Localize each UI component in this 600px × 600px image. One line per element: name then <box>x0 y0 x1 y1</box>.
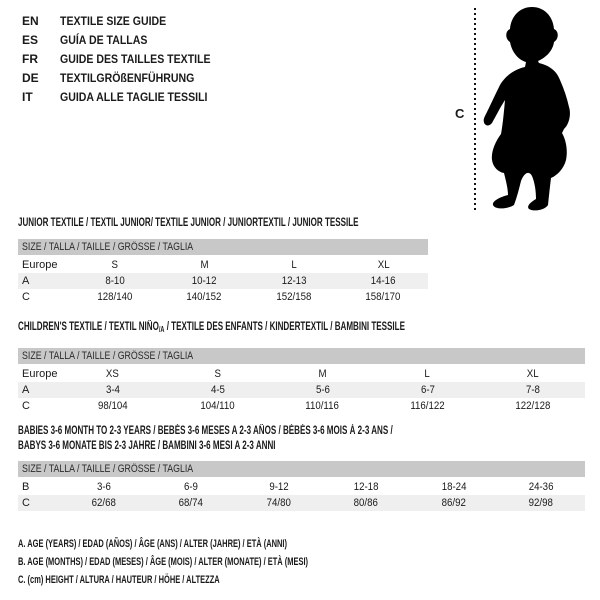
table-cell: 9-12 <box>269 481 289 493</box>
table-cell: 140/152 <box>186 291 222 303</box>
table-cell: 14-16 <box>370 275 396 287</box>
table-cell: 80/86 <box>354 497 379 509</box>
table-row-c <box>18 398 585 414</box>
table-cell: 24-36 <box>528 481 554 493</box>
babies-size-table <box>18 461 585 511</box>
row-label: Europe <box>22 368 58 380</box>
lang-title: TEXTILE SIZE GUIDE <box>60 14 167 28</box>
table-cell: L <box>291 259 297 271</box>
size-header-text: SIZE / TALLA / TAILLE / GRÖSSE / TAGLIA <box>22 350 194 362</box>
table-cell: S <box>111 259 118 271</box>
table-row-a <box>18 273 428 289</box>
lang-row-en <box>22 12 231 31</box>
table-cell: XS <box>106 368 119 380</box>
lang-code: EN <box>22 14 39 28</box>
size-header-text: SIZE / TALLA / TAILLE / GRÖSSE / TAGLIA <box>22 241 194 253</box>
table-cell: 5-6 <box>315 384 330 396</box>
row-label: C <box>22 497 30 509</box>
babies-title-line1: BABIES 3-6 MONTH TO 2-3 YEARS / BEBÉS 3-6 MESES A 2-3 AÑOS / BÉBÉS 3-6 MOIS À 2-3 ANS / <box>18 425 393 437</box>
table-row-c <box>18 289 428 305</box>
lang-row-fr <box>22 50 231 69</box>
size-header-bar <box>18 461 585 477</box>
table-cell: 7-8 <box>525 384 540 396</box>
lang-title: GUIDE DES TAILLES TEXTILE <box>60 52 211 66</box>
table-cell: 152/158 <box>276 291 312 303</box>
table-cell: 86/92 <box>441 497 466 509</box>
table-cell: 10-12 <box>191 275 217 287</box>
table-cell: 4-5 <box>210 384 225 396</box>
row-label: A <box>22 384 30 396</box>
table-cell: 68/74 <box>179 497 204 509</box>
table-cell: 3-4 <box>105 384 120 396</box>
table-row-b <box>18 479 585 495</box>
size-header-text: SIZE / TALLA / TAILLE / GRÖSSE / TAGLIA <box>22 463 194 475</box>
height-measure-label: C <box>455 106 465 121</box>
children-title-text: CHILDREN'S TEXTILE / TEXTIL $NIÑO_{/A}$ / TEXTILE DES ENFANTS / KINDERTEXTIL / BAMBINI TESSILE <box>18 321 405 334</box>
table-cell: 122/128 <box>514 400 550 412</box>
table-cell: 12-13 <box>281 275 307 287</box>
table-cell: 158/170 <box>365 291 401 303</box>
table-cell: 12-18 <box>353 481 379 493</box>
height-dotted-line <box>474 8 476 212</box>
table-cell: XL <box>377 259 390 271</box>
lang-code: DE <box>22 71 39 85</box>
lang-code: ES <box>22 33 39 47</box>
junior-title-text: JUNIOR TEXTILE / TEXTIL JUNIOR/ TEXTILE JUNIOR / JUNIORTEXTIL / JUNIOR TESSILE <box>18 217 359 229</box>
table-cell: 62/68 <box>91 497 116 509</box>
table-cell: 128/140 <box>97 291 133 303</box>
lang-code: IT <box>22 90 33 104</box>
table-cell: 74/80 <box>266 497 291 509</box>
table-cell: XL <box>526 368 539 380</box>
row-label: Europe <box>22 259 58 271</box>
junior-section-title <box>18 216 504 231</box>
table-row-europe <box>18 366 585 382</box>
legend-line-b: B. AGE (MONTHS) / EDAD (MESES) / ÂGE (MOIS) / ALTER (MONATE) / ETÀ (MESI) <box>18 556 309 568</box>
table-cell: L <box>424 368 431 380</box>
table-row-europe <box>18 257 428 273</box>
junior-size-table <box>18 239 428 305</box>
row-label: C <box>22 400 30 412</box>
table-cell: 104/110 <box>200 400 235 412</box>
lang-title: GUIDA ALLE TAGLIE TESSILI <box>60 90 208 104</box>
language-title-list <box>22 12 231 107</box>
row-label: B <box>22 481 30 493</box>
table-cell: 8-10 <box>105 275 125 287</box>
row-label: C <box>22 291 30 303</box>
table-cell: 6-9 <box>184 481 199 493</box>
table-row-c <box>18 495 585 511</box>
table-cell: M <box>318 368 327 380</box>
table-row-a <box>18 382 585 398</box>
babies-section-title <box>18 424 553 454</box>
lang-row-de <box>22 69 231 88</box>
table-cell: M <box>200 259 209 271</box>
toddler-silhouette-icon <box>480 5 578 211</box>
size-header-bar <box>18 239 428 255</box>
lang-title: GUÍA DE TALLAS <box>60 33 148 47</box>
measure-legend <box>18 535 445 589</box>
table-cell: 110/116 <box>305 400 340 412</box>
table-cell: 3-6 <box>96 481 111 493</box>
table-cell: 92/98 <box>529 497 554 509</box>
children-section-title <box>18 320 571 337</box>
lang-code: FR <box>22 52 38 66</box>
table-cell: 98/104 <box>97 400 128 412</box>
table-cell: 6-7 <box>420 384 435 396</box>
legend-line-a: A. AGE (YEARS) / EDAD (AÑOS) / ÂGE (ANS) / ALTER (JAHRE) / ETÀ (ANNI) <box>18 538 288 550</box>
table-cell: 116/122 <box>410 400 445 412</box>
lang-row-it <box>22 88 231 107</box>
lang-row-es <box>22 31 231 50</box>
row-label: A <box>22 275 30 287</box>
lang-title: TEXTILGRÖßENFÜHRUNG <box>60 71 195 85</box>
legend-line-c: C. (cm) HEIGHT / ALTURA / HAUTEUR / HÖHE / ALTEZZA <box>18 574 220 586</box>
table-cell: 18-24 <box>441 481 467 493</box>
size-header-bar <box>18 348 585 364</box>
children-size-table <box>18 348 585 414</box>
table-cell: S <box>214 368 221 380</box>
babies-title-line2: BABYS 3-6 MONATE BIS 2-3 JAHRE / BAMBINI 3-6 MESI A 2-3 ANNI <box>18 440 276 452</box>
